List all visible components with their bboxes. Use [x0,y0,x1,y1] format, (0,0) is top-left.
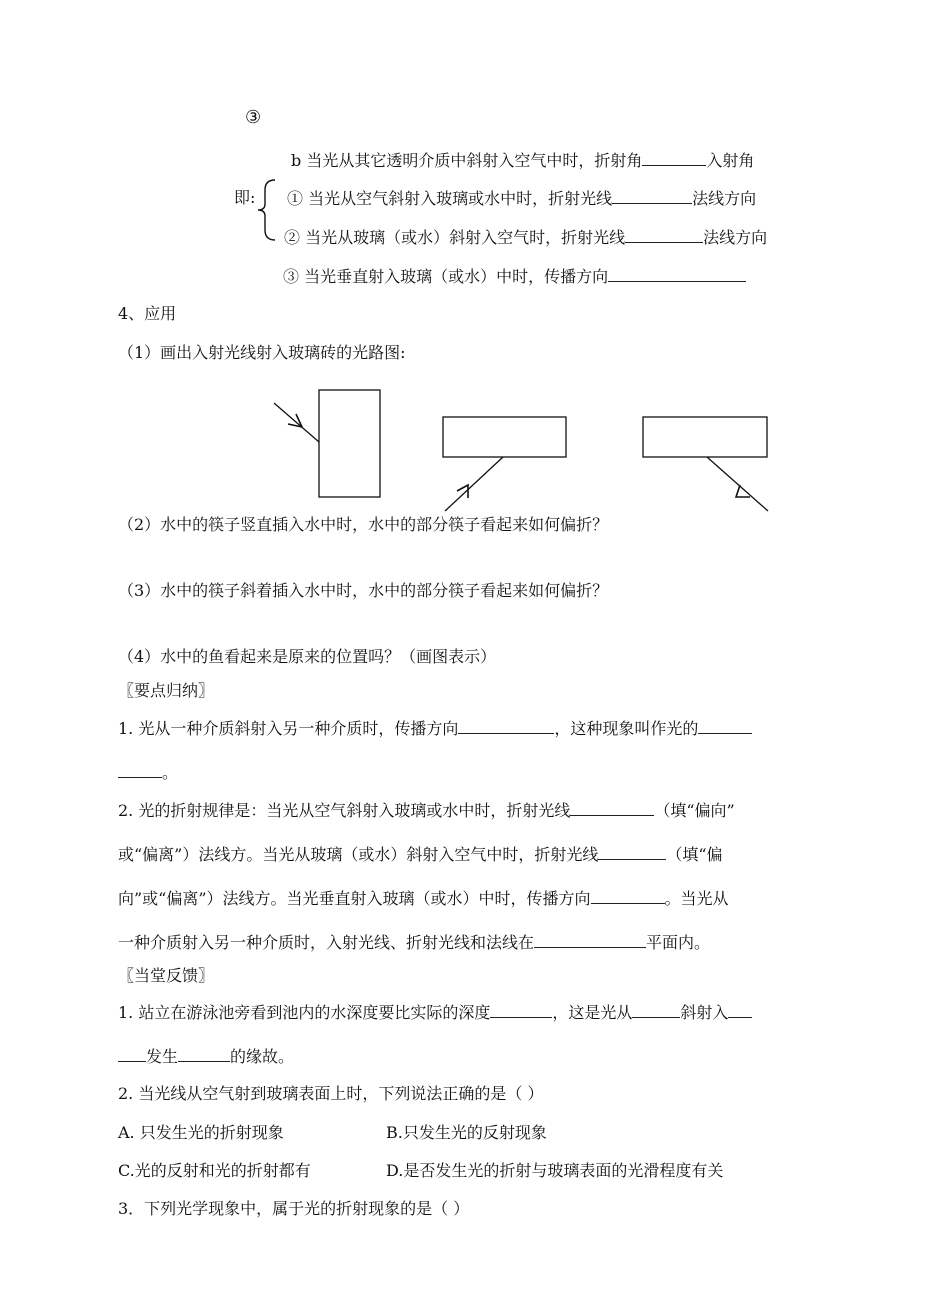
blank[interactable] [632,1002,680,1018]
summary-item-2 [118,800,735,821]
summary-item-2-line4 [118,932,710,953]
summary-text: 平面内。 [646,933,711,952]
incident-ray-3 [707,457,768,511]
option-d: D.是否发生光的折射与玻璃表面的光滑程度有关 [386,1161,724,1180]
rule-text-3: ③ 当光垂直射入玻璃（或水）中时，传播方向 [283,267,609,286]
blank[interactable] [118,1046,146,1062]
rule-line-1 [287,188,756,209]
summary-text: 或“偏离”）法线方。当光从玻璃（或水）斜射入空气中时，折射光线 [118,845,599,864]
blank[interactable] [458,718,554,734]
question-4: （4）水中的鱼看起来是原来的位置吗？（画图表示） [118,647,497,666]
summary-text: 。 [162,763,179,782]
blank[interactable] [698,718,752,734]
light-path-diagram [260,380,780,520]
rule-b-text: b 当光从其它透明介质中斜射入空气中时，折射角 [291,151,643,170]
blank[interactable] [598,844,666,860]
rule-b-end: 入射角 [706,151,755,170]
blank[interactable] [570,800,654,816]
blank[interactable] [534,932,646,948]
blank[interactable] [118,762,162,778]
rule-line-2 [284,227,767,248]
blank[interactable] [608,266,746,282]
rule-text-2: ② 当光从玻璃（或水）斜射入空气时，折射光线 [284,228,626,247]
feedback-heading: 〖当堂反馈〗 [118,966,215,985]
summary-text: ，这种现象叫作光的 [554,719,699,738]
incident-ray-1 [274,403,319,442]
rule-text-1: ① 当光从空气斜射入玻璃或水中时，折射光线 [287,189,613,208]
incident-ray-2 [445,457,503,511]
summary-text: 一种介质射入另一种介质时，入射光线、折射光线和法线在 [118,933,535,952]
blank[interactable] [178,1046,230,1062]
blank[interactable] [591,888,665,904]
summary-item-1 [118,718,752,739]
glass-block-2 [443,417,566,457]
option-a: A. 只发生光的折射现象 [118,1123,284,1142]
rule-end-1: 法线方向 [692,189,757,208]
summary-text: （填“偏 [666,845,723,864]
summary-heading: 〖要点归纳〗 [118,681,215,700]
question-2: （2）水中的筷子竖直插入水中时，水中的部分筷子看起来如何偏折？ [118,515,609,534]
summary-item-1-cont [118,762,178,783]
summary-text: 向”或“偏离”）法线方。当光垂直射入玻璃（或水）中时，传播方向 [118,889,591,908]
blank[interactable] [612,188,692,204]
question-1: （1）画出入射光线射入玻璃砖的光路图: [118,343,406,362]
item-marker: ③ [245,107,262,128]
summary-item-2-line2 [118,844,723,865]
rule-end-2: 法线方向 [703,228,768,247]
feedback-q1-cont [118,1046,294,1067]
section-heading: 4、应用 [118,304,177,323]
ji-label: 即: [234,188,256,207]
arrow-icon [736,485,750,497]
summary-item-2-line3 [118,888,729,909]
glass-block-1 [319,390,380,497]
summary-text: 2. 光的折射规律是：当光从空气斜射入玻璃或水中时，折射光线 [118,801,571,820]
summary-text: （填“偏向” [654,801,735,820]
feedback-q1 [118,1002,752,1023]
rule-line-3 [283,266,746,287]
feedback-text: 的缘故。 [230,1047,295,1066]
summary-text: 1. 光从一种介质斜射入另一种介质时，传播方向 [118,719,459,738]
blank[interactable] [642,150,706,166]
feedback-text: 发生 [146,1047,179,1066]
feedback-text: 斜射入 [680,1003,729,1022]
feedback-q3: 3．下列光学现象中，属于光的折射现象的是（ ） [118,1199,470,1218]
question-3: （3）水中的筷子斜着插入水中时，水中的部分筷子看起来如何偏折？ [118,581,609,600]
blank[interactable] [728,1002,752,1018]
rule-b-line [291,150,754,171]
summary-text: 。当光从 [664,889,729,908]
blank[interactable] [490,1002,552,1018]
option-b: B.只发生光的反射现象 [386,1123,547,1142]
feedback-q2: 2. 当光线从空气射到玻璃表面上时，下列说法正确的是（ ） [118,1084,544,1103]
feedback-text: ，这是光从 [552,1003,633,1022]
glass-block-3 [643,417,767,457]
option-c: C.光的反射和光的折射都有 [118,1161,311,1180]
blank[interactable] [625,227,703,243]
feedback-text: 1. 站立在游泳池旁看到池内的水深度要比实际的深度 [118,1003,491,1022]
brace-icon [255,178,277,242]
